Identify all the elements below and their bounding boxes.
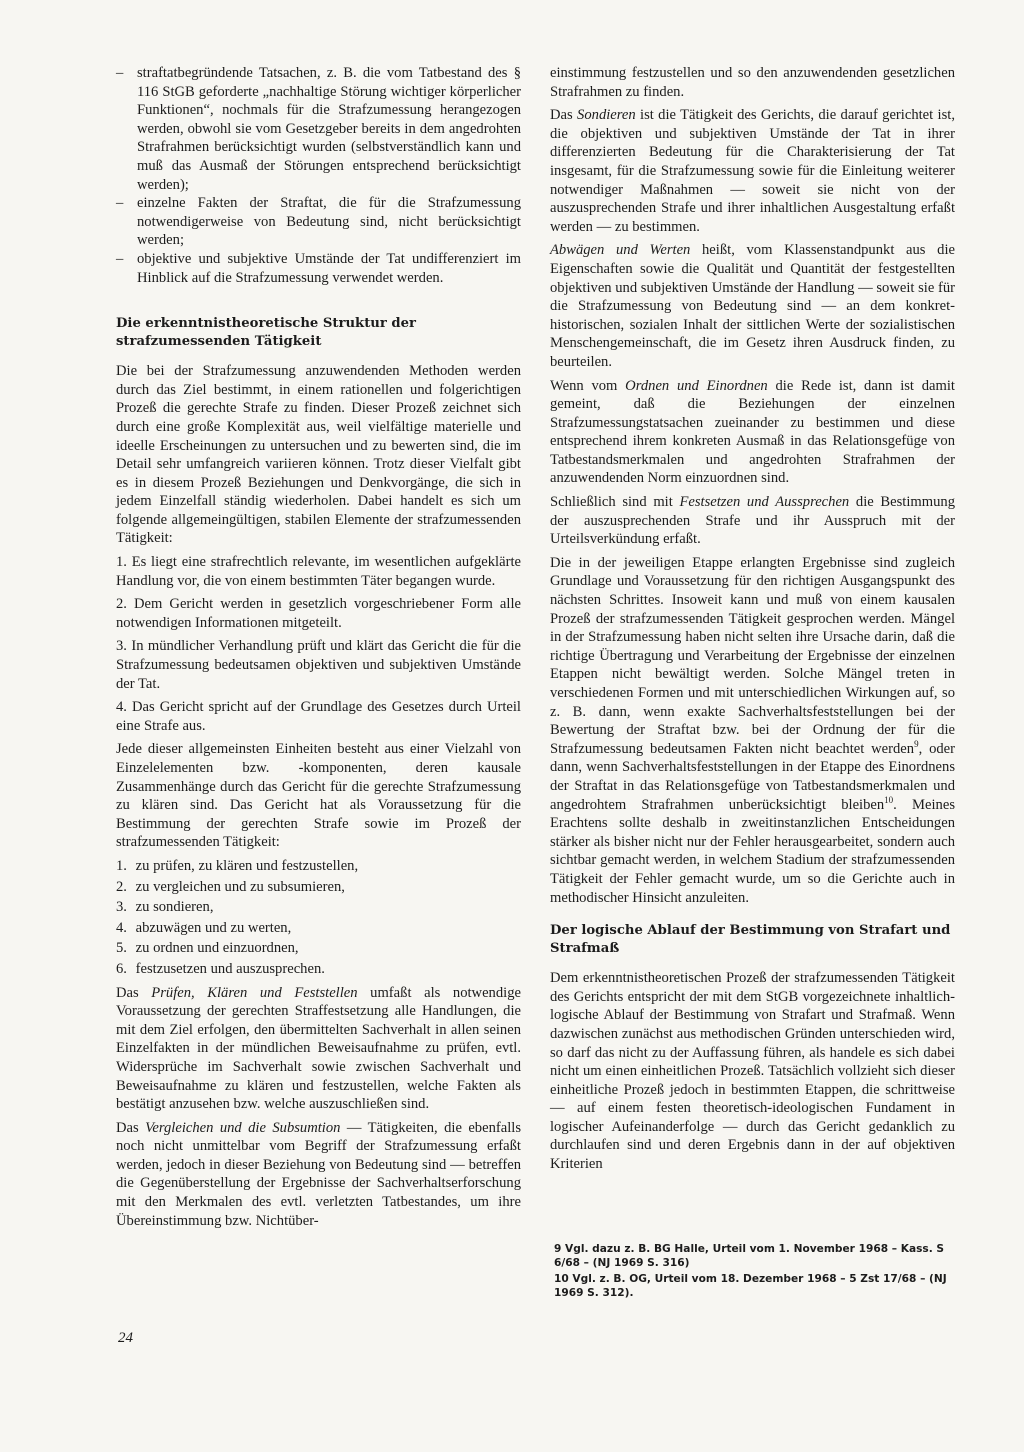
list-text: Das Gericht spricht auf der Grundlage des Gesetzes durch Urteil eine Strafe aus. [116,699,521,734]
list-text: abzuwägen und zu werten, [135,919,292,936]
paragraph-vergleichen: Das Vergleichen und die Subsumtion — Tätigkeiten, die ebenfalls noch nicht unmittelbar vom Begriff der Strafzumessung erfaßt werden, jedoch in dieser Beziehung von Bedeutung sind — betreffen die Gegenüberstellung der Ergebnisse der Sachverhaltserforschung mit den Merkmalen des evtl. verletzten Tatbestandes, um ihre Übereinstimmung bzw. Nichtüber- [116,1119,521,1229]
paragraph-sondieren: Das Sondieren ist die Tätigkeit des Gerichts, die darauf gerichtet ist, die objektiven und subjektiven Umstände der Tat in ihrer differenzierten Bedeutung für die Charakterisierung der Tat insgesamt, für die Strafzumessung sowie für die Einleitung weiterer notwendiger Maßnahmen — soweit sie nicht von der auszusprechenden Strafe und ihrer inhaltlichen Ausgestaltung erfaßt werden — zu bestimmen. [550,107,955,235]
list-text: zu sondieren, [135,899,214,916]
list-text: Es liegt eine strafrechtlich relevante, im wesentlichen aufgeklärte Handlung vor, die von einem bestimmten Täter begangen wurde. [116,554,521,589]
list-item: – einzelne Fakten der Straftat, die für die Strafzumessung notwendigerweise von Bedeutung sind, nicht berücksichtigt werden; [116,194,521,250]
paragraph-abwaegen: Abwägen und Werten heißt, vom Klassenstandpunkt aus die Eigenschaften sowie die Qualität und Quantität der festgestellten objektiven und subjektiven Umstände der Handlung — soweit sie für die Strafzumessung von Bedeutung sind — an dem konkret-historischen, sozialen Inhalt der sittlichen Werte der sozialistischen Menschengemeinschaft, die im Gesetz ihren Ausdruck finden, zu beurteilen. [550,242,955,370]
list-text: zu ordnen und einzuordnen, [135,940,299,957]
list-text: In mündlicher Verhandlung prüft und klärt das Gericht die für die Strafzumessung bedeutsamen objektiven und subjektiven Umstände der Tat. [116,638,521,692]
footnotes [554,1242,956,1302]
emphasis: Prüfen, Klären und Feststellen [151,984,358,1001]
paragraph-pruefen: Das Prüfen, Klären und Feststellen umfaßt als notwendige Voraussetzung der gerechten Straffestsetzung alle Handlungen, die mit dem Ziel erfolgen, den übermittelten Sachverhalt in allen seinen Einzelfakten in der mündlichen Beweisaufnahme zu prüfen, evtl. Widersprüche im Sachverhalt sowie zwischen Sachverhalt und Beweisaufnahme zu klären und festzustellen, welche Fakten als bestätigt anzusehen bzw. welche auszuschließen sind. [116,984,521,1113]
list-number: 3. [116,899,127,916]
list-item [116,553,521,590]
steps-list [116,553,521,735]
error-list [116,64,521,287]
paragraph-etappe: Die in der jeweiligen Etappe erlangten Ergebnisse sind zugleich Grundlage und Voraussetzung für den richtigen Ausgangspunkt des nächsten Schrittes. Insoweit kann und muß von einem kausalen Prozeß der strafzumessenden Tätigkeit gesprochen werden. Mängel in der Strafzumessung haben nicht selten ihre Ursache darin, daß die richtige Übertragung und Verarbeitung der Ergebnisse der einzelnen Etappen nicht bewältigt werden. Solche Mängel treten in verschiedenen Formen und mit unterschiedlichen Wirkungen auf, so z. B. dann, wenn exakte Sachverhaltsfeststellungen bei der Bewertung der Straftat bzw. bei der Ordnung der für die Strafzumessung bedeutsamen Fakten nicht beachtet werden$^9$, oder dann, wenn Sachverhaltsfeststellungen in der Etappe des Einordnens der Straftat in das Relationsgefüge von Tatbestandsmerkmalen und angedrohtem Strafrahmen unberücksichtigt bleiben$^{10}$. Meines Erachtens sollte deshalb in zweitinstanzlichen Entscheidungen stärker als bisher nicht nur der Fehler herausgearbeitet, sondern auch sichtbar gemacht werden, in welchem Stadium der strafzumessenden Tätigkeit der Fehler gemacht wurde, um so die Gerichte auch in methodischer Hinsicht anzuleiten. [550,554,955,906]
paragraph-continuation: einstimmung festzustellen und so den anzuwendenden gesetzlichen Strafrahmen zu finden. [550,65,955,100]
list-item [116,898,521,917]
tasks-list [116,857,521,979]
emphasis: Festsetzen und Aussprechen [679,494,850,511]
emphasis: Abwägen und Werten [550,242,691,259]
list-item [116,919,521,938]
list-number: 1. [116,857,127,874]
footnote-ref[interactable]: 9 [914,738,919,749]
list-number: 4. [116,919,127,936]
emphasis: Ordnen und Einordnen [625,377,768,394]
list-number: 1. [116,554,127,571]
list-item [116,595,521,632]
paragraph-festsetzen: Schließlich sind mit Festsetzen und Aussprechen die Bestimmung der auszusprechenden Strafe und ihr Ausspruch mit der Urteilsverkündung erfaßt. [550,494,955,548]
footnote: 10 Vgl. z. B. OG, Urteil vom 18. Dezember 1968 – 5 Zst 17/68 – (NJ 1969 S. 312). [554,1273,947,1299]
list-item [116,698,521,735]
list-item [116,960,521,979]
list-item [116,637,521,693]
list-item [116,939,521,958]
list-item [116,878,521,897]
list-item: – straftatbegründende Tatsachen, z. B. die vom Tatbestand des § 116 StGB geforderte „nachhaltige Störung wichtiger körperlicher Funktionen“, nochmals für die Strafzumessung herangezogen werden, obwohl sie vom Gesetzgeber bereits in dem angedrohten Strafrahmen berücksichtigt wurden (selbstverständlich kann und muß das Ausmaß der Störungen entsprechend berücksichtigt werden); [116,64,521,194]
paragraph-ordnen: Wenn vom Ordnen und Einordnen die Rede ist, dann ist damit gemeint, daß die Beziehungen der einzelnen Strafzumessungstatsachen zueinander zu bestimmen und diese entsprechend ihrem konkreten Ausmaß in das Relationsgefüge von Tatbestandsmerkmalen und angedrohten Strafrahmen der anzuwendenden Norm einzuordnen sind. [550,377,955,487]
list-text: festzusetzen und auszusprechen. [135,960,325,977]
list-text: zu prüfen, zu klären und festzustellen, [135,857,359,874]
left-column [116,64,521,1235]
section-heading: Die erkenntnistheoretische Struktur der strafzumessenden Tätigkeit [116,316,416,350]
list-number: 4. [116,699,127,716]
list-number: 2. [116,596,127,613]
page-number: 24 [118,1330,133,1346]
list-number: 6. [116,960,127,977]
list-item: – objektive und subjektive Umstände der Tat undifferenziert im Hinblick auf die Strafzumessung verwendet werden. [116,250,521,287]
list-number: 3. [116,638,127,655]
paragraph-intro: Die bei der Strafzumessung anzuwendenden Methoden werden durch das Ziel bestimmt, in einem rationellen und folgerichtigen Prozeß die gerechte Strafe zu finden. Dieser Prozeß zeichnet sich durch eine große Komplexität aus, weil vielfältige materielle und ideelle Erscheinungen zu untersuchen und zu bewerten sind, die im Detail sehr umfangreich variieren können. Trotz dieser Vielfalt gibt es in diesem Prozeß Beziehungen und Denkvorgänge, die sich in jedem Einzelfall ständig wiederholen. Dabei handelt es sich um folgende allgemeingültigen, stabilen Elemente der strafzumessenden Tätigkeit: [116,363,521,547]
right-column [550,64,955,1179]
list-text: Dem Gericht werden in gesetzlich vorgeschriebener Form alle notwendigen Informationen mitgeteilt. [116,596,521,631]
section-heading: Der logische Ablauf der Bestimmung von Strafart und Strafmaß [550,923,951,957]
footnote-ref[interactable]: 10 [884,794,894,805]
paragraph-logisch: Dem erkenntnistheoretischen Prozeß der strafzumessenden Tätigkeit des Gerichts entspricht der mit dem StGB vorgezeichnete inhaltlich-logische Ablauf der Bestimmung von Strafart und Strafmaß. Wenn dazwischen zunächst aus methodischen Gründen unterschieden wird, so darf das nicht zu der Auffassung führen, als handele es sich dabei nicht um einen einheitlichen Prozeß. Tatsächlich vollzieht sich dieser einheitliche Prozeß jedoch in bestimmten Etappen, die schrittweise — auf einem festen theoretisch-ideologischen Fundament in logischer Aufeinanderfolge — durch das Gericht gedanklich zu durchlaufen sind und deren Ergebnis dann in der auf objektiven Kriterien [550,970,955,1173]
footnote: 9 Vgl. dazu z. B. BG Halle, Urteil vom 1. November 1968 – Kass. S 6/68 – (NJ 1969 S. 316) [554,1243,945,1269]
emphasis: Vergleichen und die Subsumtion [145,1119,341,1136]
list-number: 2. [116,878,127,895]
list-text: zu vergleichen und zu subsumieren, [135,878,345,895]
emphasis: Sondieren [577,107,636,124]
list-number: 5. [116,940,127,957]
paragraph-units: Jede dieser allgemeinsten Einheiten besteht aus einer Vielzahl von Einzelelementen bzw. -komponenten, deren kausale Zusammenhänge durch das Gericht für die gerechte Strafzumessung zu klären sind. Das Gericht hat als Voraussetzung für die Bestimmung der gerechten Strafe sowie im Prozeß der strafzumessenden Tätigkeit: [116,741,521,851]
list-item [116,857,521,876]
